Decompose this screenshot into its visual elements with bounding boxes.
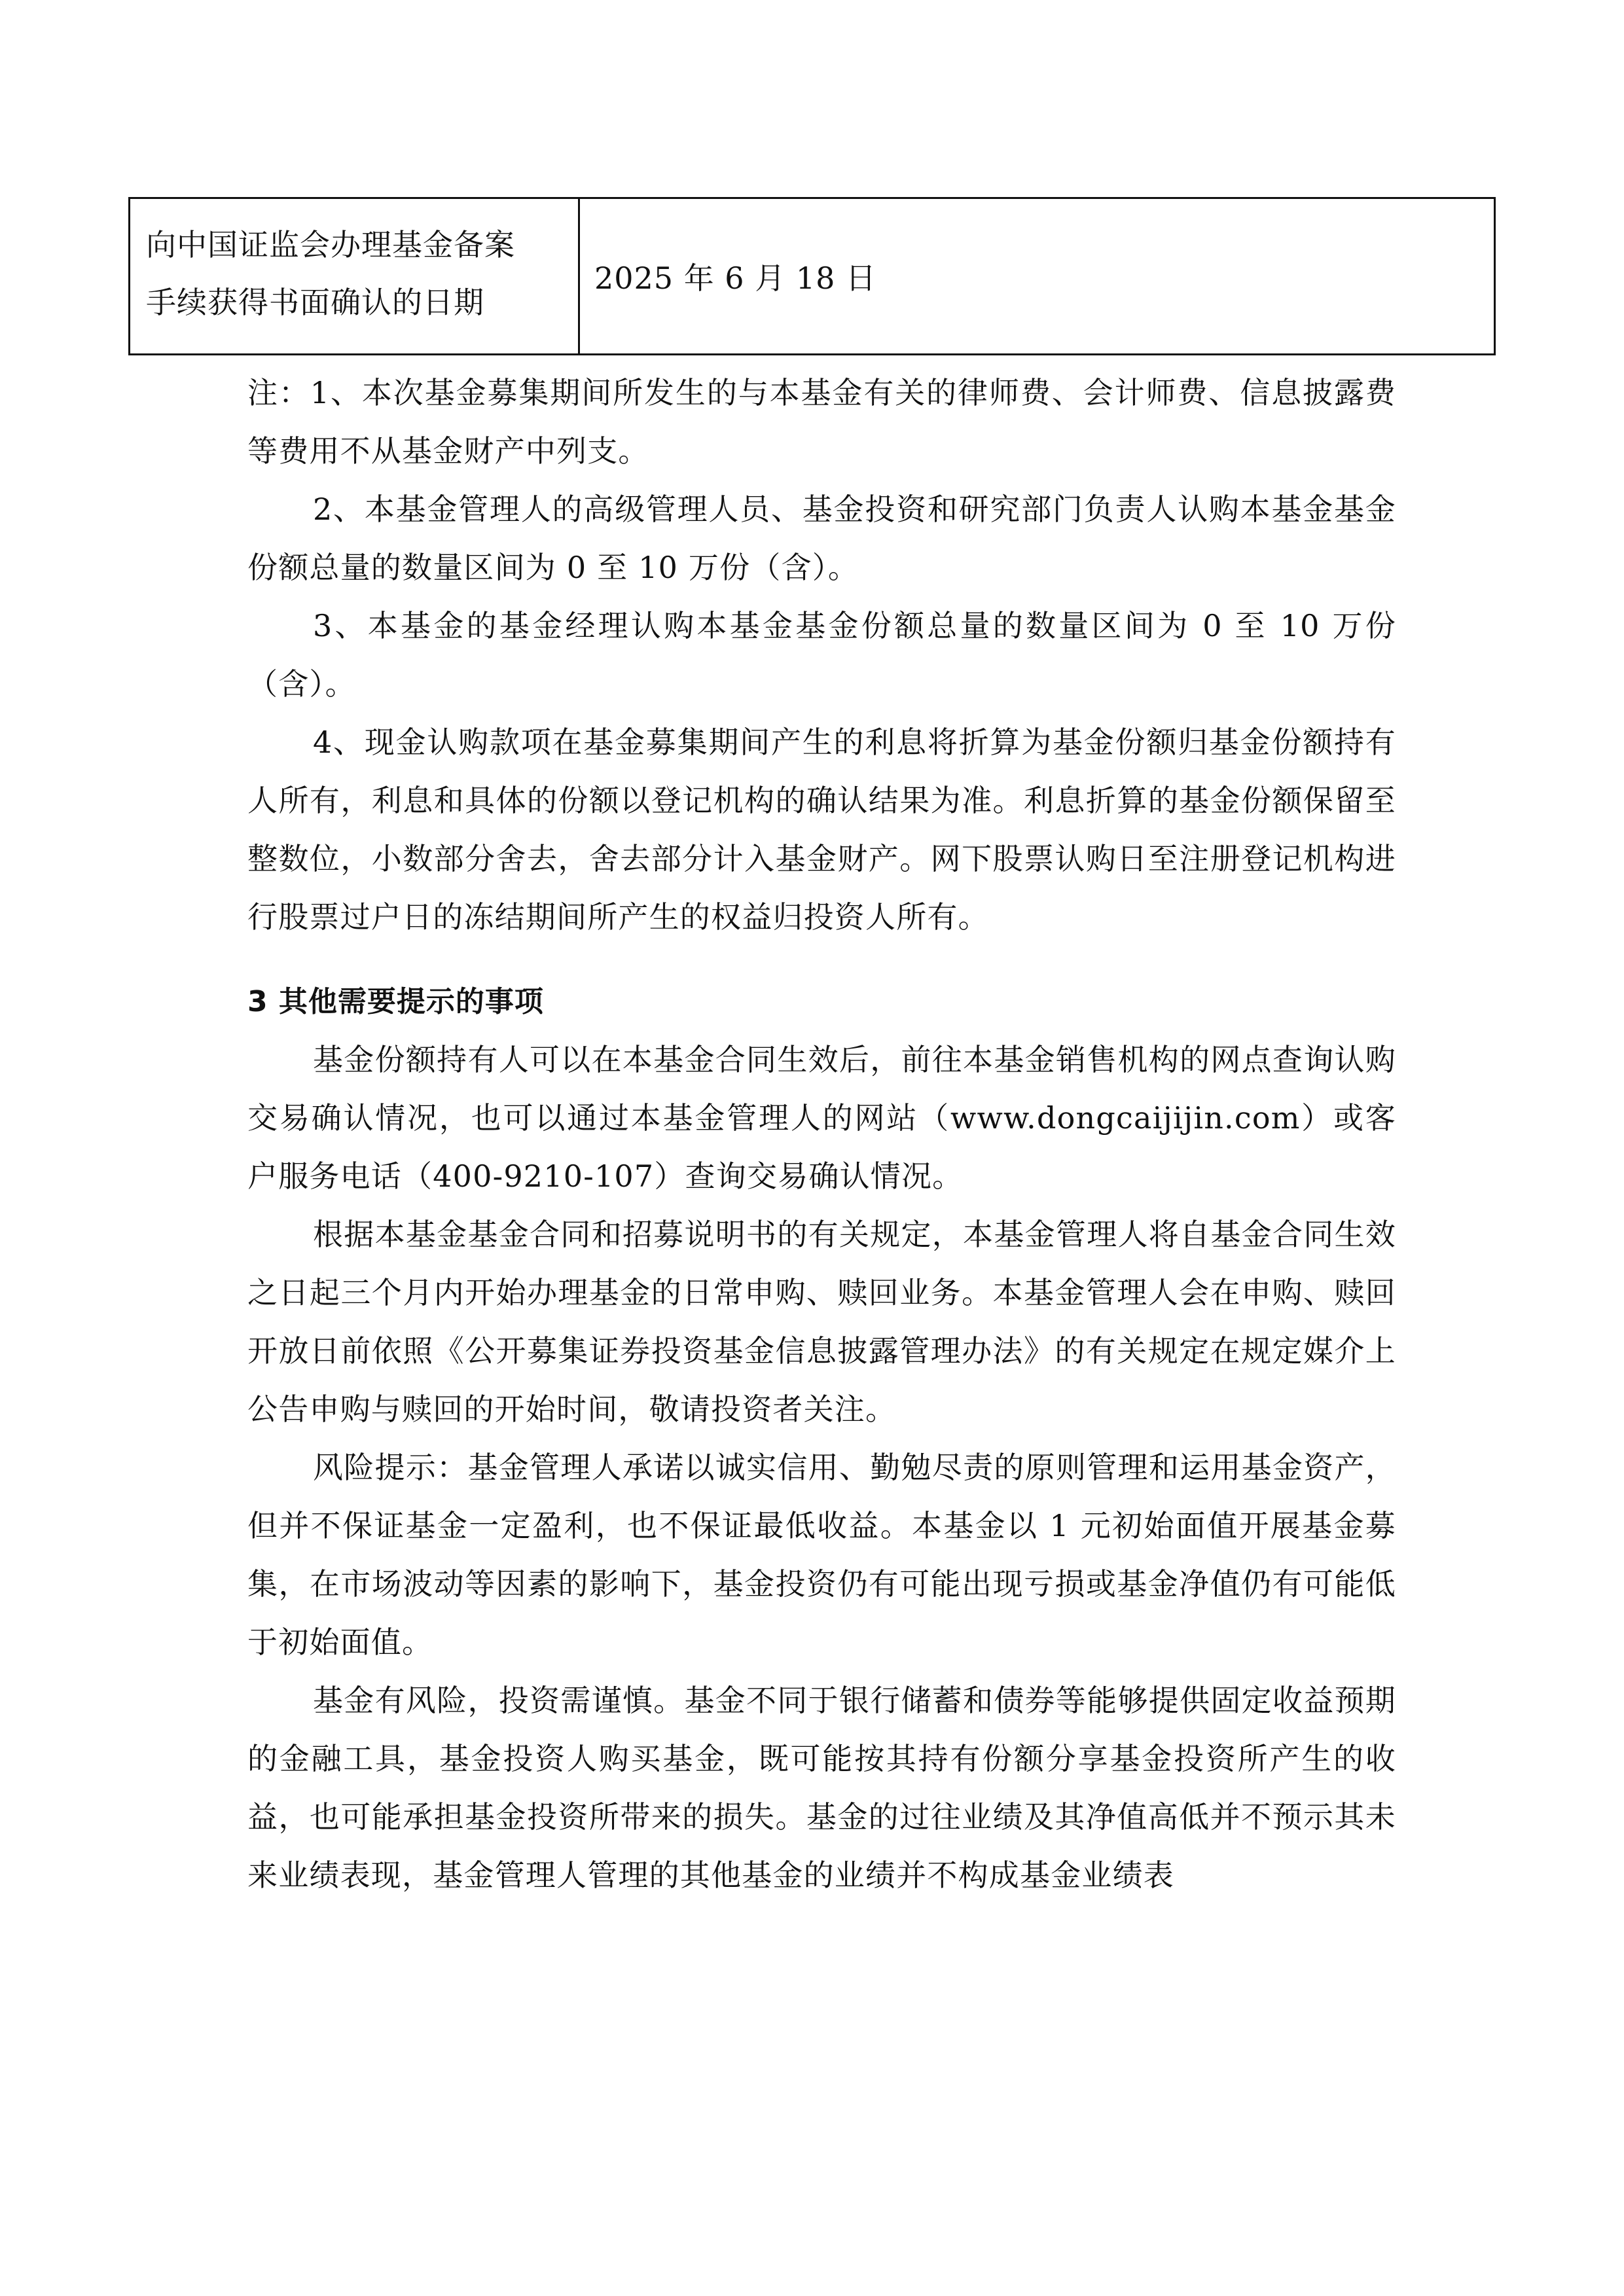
note-3: 3、本基金的基金经理认购本基金基金份额总量的数量区间为 0 至 10 万份（含）。 [247,608,1396,702]
note-4: 4、现金认购款项在基金募集期间产生的利息将折算为基金份额归基金份额持有人所有，利息和具体的份额以登记机构的确认结果为准。利息折算的基金份额保留至整数位，小数部分舍去，舍去部分计入基金财产。网下股票认购日至注册登记机构进行股票过户日的冻结期间所产生的权益归投资人所有。 [247,725,1396,935]
table-label-line-1: 向中国证监会办理基金备案 [146,227,515,262]
section-spacer [247,946,1396,973]
section-paragraph-3: 风险提示：基金管理人承诺以诚实信用、勤勉尽责的原则管理和运用基金资产，但并不保证基金一定盈利，也不保证最低收益。本基金以 1 元初始面值开展基金募集，在市场波动等因素的影响下，基金投资仍有可能出现亏损或基金净值仍有可能低于初始面值。 [247,1450,1396,1660]
document-body [247,364,1396,1905]
section-heading: 3 其他需要提示的事项 [247,985,544,1018]
table-label-cell [130,199,580,353]
fund-filing-table [128,197,1496,355]
note-2: 2、本基金管理人的高级管理人员、基金投资和研究部门负责人认购本基金基金份额总量的数量区间为 0 至 10 万份（含）。 [247,492,1396,585]
table-value-cell [580,199,1494,353]
table-label-line-2: 手续获得书面确认的日期 [146,285,484,320]
filing-confirmation-date: 2025 年 6 月 18 日 [594,260,876,296]
section-paragraph-4: 基金有风险，投资需谨慎。基金不同于银行储蓄和债券等能够提供固定收益预期的金融工具，基金投资人购买基金，既可能按其持有份额分享基金投资所产生的收益，也可能承担基金投资所带来的损失。基金的过往业绩及其净值高低并不预示其未来业绩表现，基金管理人管理的其他基金的业绩并不构成基金业绩表 [247,1683,1396,1893]
section-paragraph-2: 根据本基金基金合同和招募说明书的有关规定，本基金管理人将自基金合同生效之日起三个月内开始办理基金的日常申购、赎回业务。本基金管理人会在申购、赎回开放日前依照《公开募集证券投资基金信息披露管理办法》的有关规定在规定媒介上公告申购与赎回的开始时间，敬请投资者关注。 [247,1217,1396,1427]
section-paragraph-1: 基金份额持有人可以在本基金合同生效后，前往本基金销售机构的网点查询认购交易确认情况，也可以通过本基金管理人的网站（www.dongcaijijin.com）或客户服务电话（400-9210-107）查询交易确认情况。 [247,1042,1396,1194]
note-1: 注：1、本次基金募集期间所发生的与本基金有关的律师费、会计师费、信息披露费等费用不从基金财产中列支。 [247,375,1396,469]
